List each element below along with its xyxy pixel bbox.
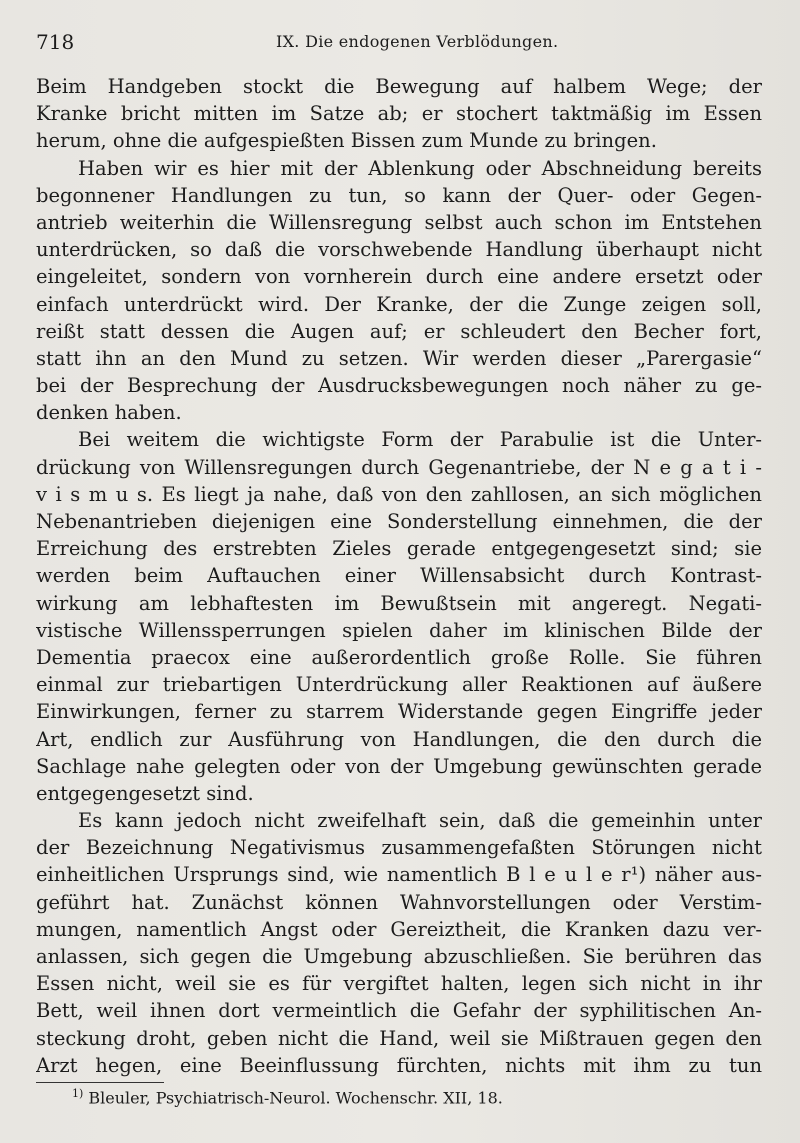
text-line: Bett, weil ihnen dort vermeintlich die Gefahr der syphilitischen An- (36, 999, 762, 1023)
text-line: einfach unterdrückt wird. Der Kranke, der die Zunge zeigen soll, (36, 292, 762, 316)
text-line: bei der Besprechung der Ausdrucksbewegungen noch näher zu ge- (36, 374, 762, 398)
text-line: Arzt hegen, eine Beeinflussung fürchten, nichts mit ihm zu tun (36, 1053, 762, 1077)
text-line: steckung droht, geben nicht die Hand, weil sie Mißtrauen gegen den (36, 1026, 762, 1050)
text-line: Sachlage nahe gelegten oder von der Umgebung gewünschten gerade (36, 754, 762, 778)
text-line: werden beim Auftauchen einer Willensabsicht durch Kontrast- (36, 564, 762, 588)
running-title: IX. Die endogenen Verblödungen. (276, 32, 559, 51)
text-line: Beim Handgeben stockt die Bewegung auf halbem Wege; der (36, 75, 762, 98)
text-line: Nebenantrieben diejenigen eine Sonderstellung einnehmen, die der (36, 510, 762, 533)
footnote-rule (36, 1082, 164, 1083)
text-line: Art, endlich zur Ausführung von Handlungen, die den durch die (36, 727, 762, 751)
text-line: Dementia praecox eine außerordentlich große Rolle. Sie führen (36, 645, 762, 669)
text-line: Erreichung des erstrebten Zieles gerade entgegengesetzt sind; sie (36, 537, 762, 561)
text-line: unterdrücken, so daß die vorschwebende Handlung überhaupt nicht (36, 238, 762, 262)
body-text (36, 73, 762, 1079)
text-line: herum, ohne die aufgespießten Bissen zum Munde zu bringen. (36, 129, 657, 153)
text-line: eingeleitet, sondern von vornherein durch eine andere ersetzt oder (36, 265, 762, 289)
text-line: der Bezeichnung Negativismus zusammengefaßten Störungen nicht (36, 836, 762, 860)
text-line: Kranke bricht mitten im Satze ab; er stochert taktmäßig im Essen (36, 102, 762, 126)
text-line: v i s m u s. Es liegt ja nahe, daß von den zahllosen, an sich möglichen (36, 482, 762, 506)
text-line: Essen nicht, weil sie es für vergiftet halten, legen sich nicht in ihr (36, 972, 762, 996)
text-line: mungen, namentlich Angst oder Gereiztheit, die Kranken dazu ver- (36, 917, 762, 941)
text-line: einmal zur triebartigen Unterdrückung aller Reaktionen auf äußere (36, 673, 762, 697)
text-line: statt ihn an den Mund zu setzen. Wir werden dieser „Parergasie“ (36, 346, 762, 370)
text-line: anlassen, sich gegen die Umgebung abzuschließen. Sie berühren das (36, 945, 762, 968)
text-line: entgegengesetzt sind. (36, 781, 254, 805)
text-line: Bei weitem die wichtigste Form der Parabulie ist die Unter- (78, 428, 762, 452)
text-line: antrieb weiterhin die Willensregung selbst auch schon im Entstehen (36, 210, 762, 234)
footnote (72, 1087, 503, 1107)
text-line: reißt statt dessen die Augen auf; er schleudert den Becher fort, (36, 319, 762, 343)
text-line: wirkung am lebhaftesten im Bewußtsein mit angeregt. Negati- (36, 591, 762, 615)
text-line: Es kann jedoch nicht zweifelhaft sein, daß die gemeinhin unter (78, 809, 762, 833)
page-number: 718 (36, 30, 75, 54)
text-line: Haben wir es hier mit der Ablenkung oder Abschneidung bereits (78, 156, 762, 180)
page-header (36, 30, 762, 56)
text-line: drückung von Willensregungen durch Gegenantriebe, der N e g a t i - (36, 455, 762, 479)
text-line: Einwirkungen, ferner zu starrem Widerstande gegen Eingriffe jeder (36, 700, 762, 724)
text-line: geführt hat. Zunächst können Wahnvorstellungen oder Verstim- (36, 890, 762, 914)
footnote-marker: 1) (72, 1087, 84, 1100)
text-line: denken haben. (36, 401, 182, 425)
text-line: begonnener Handlungen zu tun, so kann der Quer- oder Gegen- (36, 183, 762, 207)
text-line: einheitlichen Ursprungs sind, wie namentlich B l e u l e r¹) näher aus- (36, 863, 762, 887)
text-line: vistische Willenssperrungen spielen daher im klinischen Bilde der (36, 618, 762, 642)
footnote-text: Bleuler, Psychiatrisch-Neurol. Wochenschr. XII, 18. (88, 1088, 503, 1108)
